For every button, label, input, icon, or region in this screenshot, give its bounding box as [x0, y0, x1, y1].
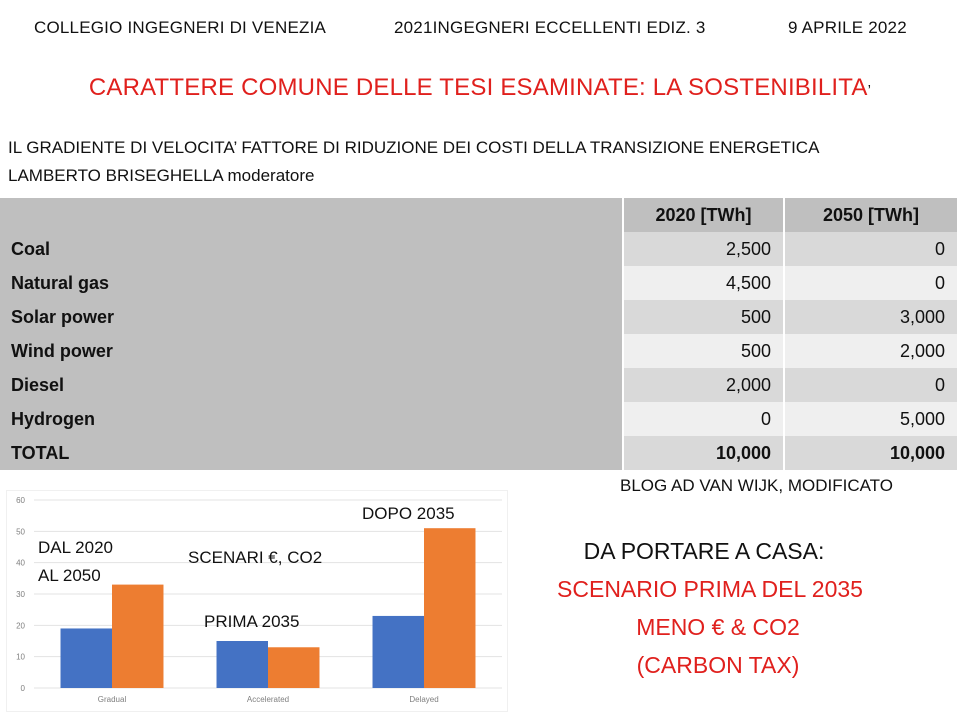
annotation-scenari: SCENARI €, CO2: [188, 548, 323, 567]
y-tick-label: 30: [16, 590, 25, 599]
subtitle-moderator: [8, 166, 314, 186]
source-credit: BLOG AD VAN WIJK, MODIFICATO: [620, 476, 893, 495]
header-organization: COLLEGIO INGEGNERI DI VENEZIA: [34, 18, 327, 37]
moderator-role: moderatore: [222, 166, 315, 185]
y-tick-label: 20: [16, 621, 25, 631]
annotation-al-2050: AL 2050: [38, 566, 101, 585]
column-header-2020: 2020 [TWh]: [624, 198, 783, 232]
cell-2050: 0: [785, 368, 957, 402]
slide-title-text: CARATTERE COMUNE DELLE TESI ESAMINATE: LA SOSTENIBILITA: [88, 74, 868, 101]
bar-delayed-1: [373, 616, 424, 688]
cell-2050: 0: [785, 232, 957, 266]
table-header-row: [0, 198, 958, 232]
takeaway-line-3: (CARBON TAX): [636, 652, 800, 678]
table-row: [0, 334, 958, 368]
takeaway-line-2: MENO € & CO2: [636, 614, 800, 640]
row-label: TOTAL: [0, 436, 622, 470]
cell-2050: 5,000: [785, 402, 957, 436]
slide-title: [0, 74, 960, 102]
row-label: Natural gas: [0, 266, 622, 300]
takeaway-heading: DA PORTARE A CASA:: [583, 538, 825, 564]
y-tick-label: 60: [16, 496, 25, 505]
cell-2020: 500: [624, 334, 783, 368]
subtitle-topic: IL GRADIENTE DI VELOCITA’ FATTORE DI RIDUZIONE DEI COSTI DELLA TRANSIZIONE ENERGETICA: [8, 138, 820, 157]
takeaway-line-1: SCENARIO PRIMA DEL 2035: [557, 576, 863, 602]
row-label: Wind power: [0, 334, 622, 368]
y-tick-label: 40: [16, 558, 25, 568]
header-date: 9 APRILE 2022: [788, 18, 907, 37]
row-label: Hydrogen: [0, 402, 622, 436]
header-event: 2021INGEGNERI ECCELLENTI EDIZ. 3: [394, 18, 706, 37]
table-row: [0, 402, 958, 436]
annotation-dal-2020: DAL 2020: [38, 538, 113, 557]
table-row: [0, 368, 958, 402]
slide-title-apostrophe: ’: [867, 82, 872, 99]
bar-delayed-2: [424, 528, 475, 688]
x-tick-label: Accelerated: [246, 695, 290, 704]
cell-2050: 0: [785, 266, 957, 300]
x-tick-label: Gradual: [97, 695, 127, 704]
column-header-2050: 2050 [TWh]: [785, 198, 957, 232]
cell-2020: 4,500: [624, 266, 783, 300]
bar-accelerated-2: [268, 647, 319, 688]
cell-2050: 3,000: [785, 300, 957, 334]
y-tick-label: 0: [20, 684, 25, 693]
annotation-prima-2035: PRIMA 2035: [204, 612, 300, 631]
cell-2020: 2,000: [624, 368, 783, 402]
cell-2020: 0: [624, 402, 783, 436]
cell-2020: 10,000: [624, 436, 783, 470]
row-label: Solar power: [0, 300, 622, 334]
row-label: Coal: [0, 232, 622, 266]
y-tick-label: 10: [16, 652, 25, 662]
bar-gradual-1: [61, 628, 112, 688]
table-header-blank: [0, 198, 622, 232]
table-row: [0, 266, 958, 300]
bar-accelerated-1: [217, 641, 268, 688]
y-tick-label: 50: [16, 527, 25, 537]
cell-2020: 500: [624, 300, 783, 334]
cell-2050: 10,000: [785, 436, 957, 470]
moderator-name: LAMBERTO BRISEGHELLA: [8, 166, 223, 185]
table-row: [0, 232, 958, 266]
annotation-dopo-2035: DOPO 2035: [362, 504, 455, 523]
row-label: Diesel: [0, 368, 622, 402]
cell-2020: 2,500: [624, 232, 783, 266]
table-row: [0, 300, 958, 334]
table-total-row: [0, 436, 958, 470]
bar-gradual-2: [112, 585, 163, 688]
cell-2050: 2,000: [785, 334, 957, 368]
x-tick-label: Delayed: [409, 695, 439, 704]
